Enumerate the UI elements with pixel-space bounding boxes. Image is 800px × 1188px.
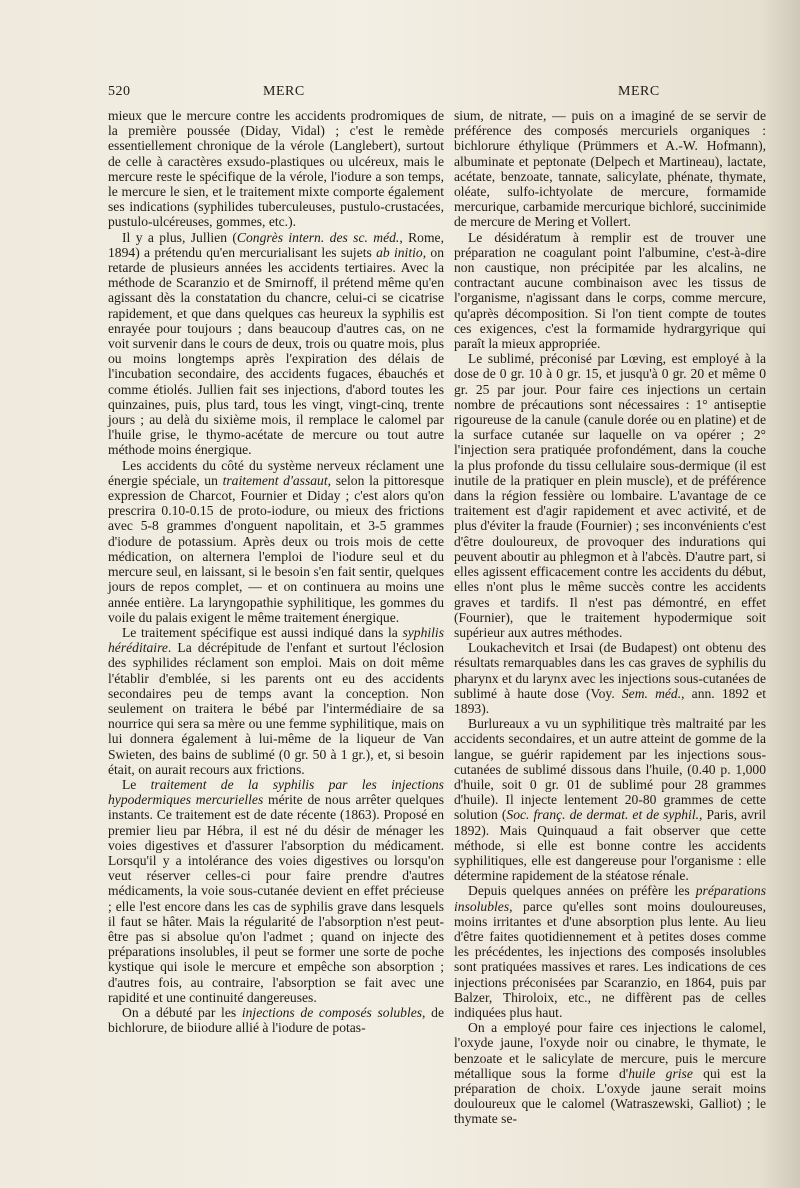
- text: Depuis quelques années on préfère les: [468, 883, 696, 899]
- emphasis: traitement de la syphilis par les injections hypodermiques mercurielles: [108, 776, 444, 808]
- paragraph: [454, 640, 766, 716]
- text: On a employé pour faire ces injections le calomel, l'oxyde jaune, l'oxyde noir ou cinabre, le thymate, le benzoate et le salicylate de mercure, puis le mercure métallique sous la forme d': [454, 1020, 766, 1081]
- right-column: [454, 108, 766, 1127]
- text: mieux que le mercure contre les accidents prodromiques de la première poussée (Diday, Vidal) ; c'est le remède essentiellement chronique de la vérole (Langlebert), surtout de celle à caractères exsudo-plastiques ou ulcéreux, mais le mercure reste le spécifique de la vérole, l'iodure a son temps, le mercure le sien, et le traitement mixte comporte également ses indications (syphilides tuberculeuses, pustulo-crustacées, pustulo-ulcéreuses, gommes, etc.).: [108, 108, 444, 230]
- text: . La décrépitude de l'enfant et surtout l'éclosion des syphilides réclament son emploi. Mais on doit même l'établir d'emblée, si les parents ont eu des accidents secondaires peu de temps avant la conception. Non seulement on traitera le bébé par l'intermédiaire de sa nourrice qui sera sa mère ou une femme syphilitique, mais on lui donnera également à lui-même de la liqueur de Van Swieten, des bains de sublimé (0 gr. 50 à 1 gr.), et, si besoin était, on aurait recours aux frictions.: [108, 640, 444, 777]
- text: Le traitement spécifique est aussi indiqué dans la: [122, 624, 403, 640]
- paragraph: [454, 716, 766, 883]
- text: , Rome, 1894) a prétendu qu'en mercurialisant les sujets: [108, 229, 444, 260]
- paragraph: [454, 1020, 766, 1126]
- text: Il y a plus, Jullien (: [122, 229, 237, 245]
- citation: Sem. méd.: [621, 685, 682, 701]
- paragraph: [454, 883, 766, 1020]
- text: On a débuté par les: [122, 1004, 242, 1020]
- citation: Soc. franç. de dermat. et de syphil.: [506, 807, 700, 823]
- paragraph: [454, 230, 766, 352]
- emphasis: huile grise: [628, 1065, 693, 1081]
- page-number: 520: [108, 84, 131, 99]
- text: Loukachevitch et Irsai (de Budapest) ont obtenu des résultats remarquables dans les cas graves de syphilis du pharynx et du larynx avec les injections sous-cutanées de sublimé à haute dose (Voy.: [454, 640, 766, 701]
- citation: Congrès intern. des sc. méd.: [236, 229, 400, 245]
- left-column: [108, 108, 444, 1035]
- text: sium, de nitrate, — puis on a imaginé de se servir de préférence des composés mercuriels organiques : bichlorure éthylique (Prümmers et A.-W. Hofmann), albuminate et peptonate (Delpech et Martineau), lactate, acétate, benzoate, tannate, salicylate, phénate, thymate, oléate, sulfo-ichtyolate de mercure, formamide mercurique, carbamide mercurique bichloré, succinimide de mercure de Mering et Vollert.: [454, 108, 766, 230]
- text: , Paris, avril 1892). Mais Quinquaud a fait observer que cette méthode, si elle est bonne contre les accidents syphilitiques, elle est dangereuse pour l'organisme : elle détermine rapidement de la stéatose rénale.: [454, 807, 766, 884]
- emphasis: traitement d'assaut: [222, 472, 328, 488]
- running-title-left: MERC: [263, 84, 305, 99]
- text: Le désidératum à remplir est de trouver une préparation ne coagulant point l'albumine, c'est-à-dire non caustique, non précipitée par les alcalins, ne contractant aucune combinaison avec les tissus de l'organisme, n'agissant dans le corps, comme mercure, qu'après décomposition. Si l'on tient compte de toutes ces exigences, c'est la formamide hydrargyrique qui paraît la mieux appropriée.: [454, 229, 766, 352]
- paragraph: [108, 458, 444, 625]
- text: , ann. 1892 et 1893).: [454, 685, 766, 716]
- paragraph: [454, 108, 766, 230]
- text: , de bichlorure, de biiodure allié à l'iodure de potas-: [108, 1004, 444, 1036]
- text: , on retarde de plusieurs années les accidents tertiaires. Avec la méthode de Scaranzio et de Smirnoff, il prétend même qu'en agissant dès la constatation du chancre, celui-ci se cicatrise rapidement, et que dans quelques cas heureux la syphilis est enrayée pour toujours ; dans beaucoup d'autres cas, on ne voit survenir dans le cours de deux, trois ou quatre mois, plus ou moins longtemps après l'expiration des délais de l'incubation secondaire, des accidents fugaces, ébauchés et comme étiolés. Jullien fait ses injections, d'abord toutes les quinzaines, puis, plus tard, tous les vingt, vingt-cinq, trente jours ; au delà du sixième mois, il remplace le calomel par l'huile grise, le thymo-acétate de mercure ou tout autre méthode moins énergique.: [108, 244, 444, 458]
- paragraph: [454, 351, 766, 640]
- text: Burlureaux a vu un syphilitique très maltraité par les accidents secondaires, et un autre atteint de gomme de la langue, se guérir rapidement par les injections sous-cutanées de sublimé dissous dans l'huile, (0.40 p. 1,000 d'huile, soit 0 gr. 01 de sublimé pour 28 grammes d'huile). Il injecte lentement 20-80 grammes de cette solution (: [454, 716, 766, 823]
- emphasis: injections de composés solubles: [241, 1004, 423, 1020]
- text: mérite de nous arrêter quelques instants. Ce traitement est de date récente (1863). Proposé en premier lieu par Hébra, il est né du désir de ménager les voies digestives et d'assurer l'absorption du médicament. Lorsqu'il y a intolérance des voies digestives ou lorsqu'on veut réserver celles-ci pour faire prendre d'autres médicaments, la voie sous-cutanée devient en effet précieuse ; elle l'est encore dans les cas de syphilis grave dans lesquels il faut se hâter. Mais la régularité de l'absorption n'est peut-être pas si absolue qu'on l'admet ; quand on injecte des préparations insolubles, il peut se former une sorte de poche kystique qui isole le mercure et empêche son absorption ; d'autres fois, au contraire, l'absorption se fait avec une rapidité et une continuité dangereuses.: [108, 792, 444, 1005]
- emphasis: ab initio: [376, 244, 423, 260]
- text: , parce qu'elles sont moins douloureuses, moins irritantes et d'une absorption plus lente. Au lieu d'être faites quotidiennement et à petites doses comme les précédentes, les injections des composés insolubles sont pratiquées massives et rares. Les indications de ces injections préconisées par Scaranzio, en 1864, puis par Balzer, Thiroloix, etc., ne diffèrent pas de celles indiquées plus haut.: [454, 898, 766, 1020]
- paragraph: [108, 108, 444, 230]
- paragraph: [108, 1005, 444, 1035]
- paragraph: [108, 777, 444, 1005]
- running-head: [108, 84, 748, 104]
- text: Le sublimé, préconisé par Lœving, est employé à la dose de 0 gr. 10 à 0 gr. 15, et jusqu'à 0 gr. 20 et même 0 gr. 25 par jour. Pour faire ces injections un certain nombre de précautions sont nécessaires : 1° antiseptie rigoureuse de la canule (canule dorée ou en platine) et de la surface cutanée sur laquelle on va opérer ; 2° l'injection sera pratiquée profondément, dans la couche la plus profonde du tissu cellulaire sous-dermique (il est inutile de la pratiquer en plein muscle), et de préférence dans la région fessière ou lombaire. L'avantage de ce traitement est d'agir rapidement et avec activité, et de plus d'éviter la fraude (Fournier) ; ses inconvénients c'est d'être douloureux, de provoquer des indurations qui peuvent aboutir au phlegmon et à l'abcès. D'autre part, si elles agissent efficacement contre les accidents du début, elles n'ont plus le même succès contre les accidents graves et tardifs. Il n'est pas démontré, en effet (Fournier), que le traitement hypodermique soit supérieur aux autres méthodes.: [454, 351, 766, 640]
- emphasis: préparations insolubles: [454, 883, 766, 914]
- paragraph: [108, 230, 444, 458]
- paragraph: [108, 625, 444, 777]
- text: Le: [122, 776, 151, 792]
- text: Les accidents du côté du système nerveux réclament une énergie spéciale, un: [108, 457, 444, 488]
- text: qui est la préparation de choix. L'oxyde jaune serait moins douloureux que le calomel (Watraszewski, Galliot) ; le thymate se-: [454, 1065, 766, 1127]
- text: , selon la pittoresque expression de Charcot, Fournier et Diday ; c'est alors qu'on prescrira 0.10-0.15 de proto-iodure, ou mieux des frictions avec 5-8 grammes d'onguent napolitain, et 3-5 grammes d'iodure de potassium. Après deux ou trois mois de cette médication, on alternera l'emploi de l'iodure seul et du mercure seul, en laissant, si le besoin s'en fait sentir, quelques jours de repos complet, — et on continuera au moins une année entière. La laryngopathie syphilitique, les gommes du voile du palais exigent le même traitement énergique.: [108, 472, 444, 625]
- emphasis: syphilis héréditaire: [108, 624, 444, 656]
- running-title-right: MERC: [618, 84, 660, 99]
